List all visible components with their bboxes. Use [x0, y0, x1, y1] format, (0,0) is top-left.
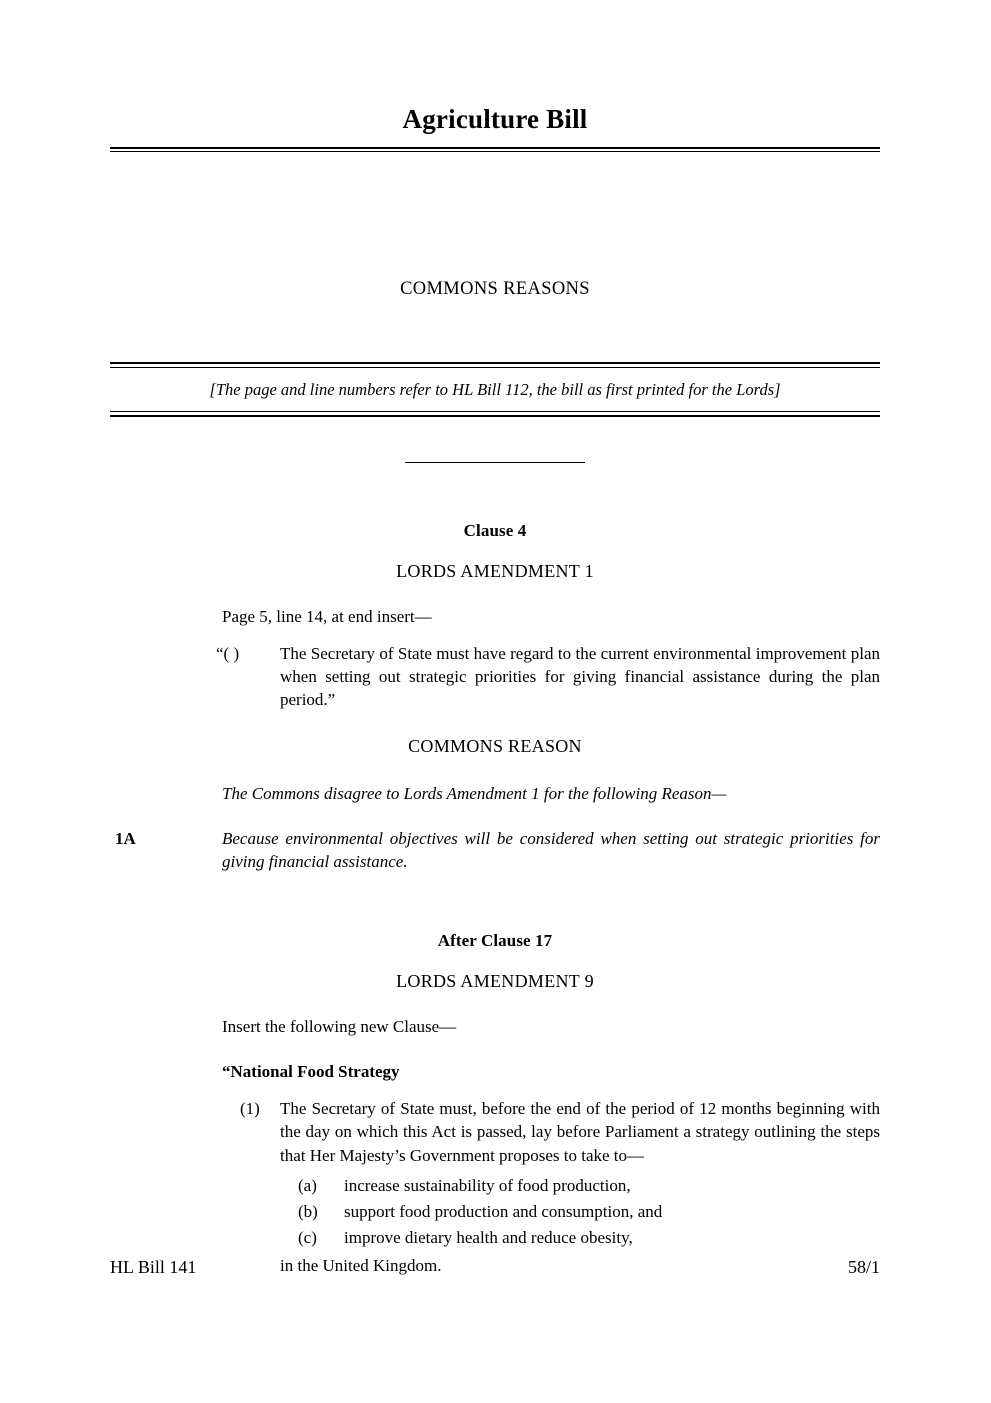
reference-note-band: [110, 362, 880, 416]
bill-number: HL Bill 141: [110, 1257, 197, 1277]
list-item-letter: (b): [298, 1202, 318, 1222]
amendment-heading-1: LORDS AMENDMENT 1: [396, 560, 594, 581]
reason-text: Because environmental objectives will be considered when setting out strategic priorities for giving financial assistance.: [222, 828, 880, 871]
list-item: [298, 1197, 880, 1223]
page-content: [110, 0, 880, 1403]
commons-reason-intro: The Commons disagree to Lords Amendment 1 for the following Reason—: [222, 783, 727, 803]
note-rule-bottom: [110, 411, 880, 416]
commons-reason-row-1a: [110, 806, 880, 874]
page-number: 58/1: [847, 1257, 880, 1277]
subsection-text: The Secretary of State must, before the end of the period of 12 months beginning with the day on which this Act is passed, lay before Parliament a strategy outlining the steps that Her Majesty’s Government proposes to take to—: [280, 1099, 880, 1165]
list-item-text: improve dietary health and reduce obesity,: [344, 1228, 633, 1248]
list-item-text: support food production and consumption, and: [344, 1202, 663, 1222]
new-clause-title: “National Food Strategy: [222, 1062, 400, 1082]
quote-marker: “( ): [216, 643, 240, 663]
subsection-1: [110, 1084, 880, 1167]
page-title: Agriculture Bill: [402, 104, 588, 134]
reference-note: [The page and line numbers refer to HL Bill 112, the bill as first printed for the Lords]: [209, 379, 781, 399]
subsection-marker: (1): [240, 1099, 260, 1118]
lettered-list: [110, 1167, 880, 1250]
amendment-quote-1: [110, 629, 880, 712]
clause-heading-after-17: After Clause 17: [437, 931, 553, 951]
reason-number: 1A: [115, 828, 136, 848]
list-item-text: increase sustainability of food production,: [344, 1175, 631, 1195]
list-item: [298, 1223, 880, 1249]
amendment-lead-line-1: Page 5, line 14, at end insert—: [222, 606, 432, 626]
quote-text: The Secretary of State must have regard to the current environmental improvement plan when setting out strategic priorities for giving financial assistance during the plan period.”: [280, 643, 880, 710]
list-item-letter: (a): [298, 1175, 317, 1195]
subsection-tail-line: in the United Kingdom.: [280, 1255, 442, 1275]
list-item-letter: (c): [298, 1228, 317, 1248]
list-item: [298, 1171, 880, 1197]
clause-heading-4: Clause 4: [463, 520, 527, 540]
page-footer: [110, 1257, 880, 1278]
amendment-heading-9: LORDS AMENDMENT 9: [396, 971, 594, 992]
document-kind-heading: COMMONS REASONS: [400, 279, 590, 300]
amendment-lead-line-9: Insert the following new Clause—: [222, 1017, 457, 1037]
commons-reason-heading: COMMONS REASON: [408, 735, 582, 756]
